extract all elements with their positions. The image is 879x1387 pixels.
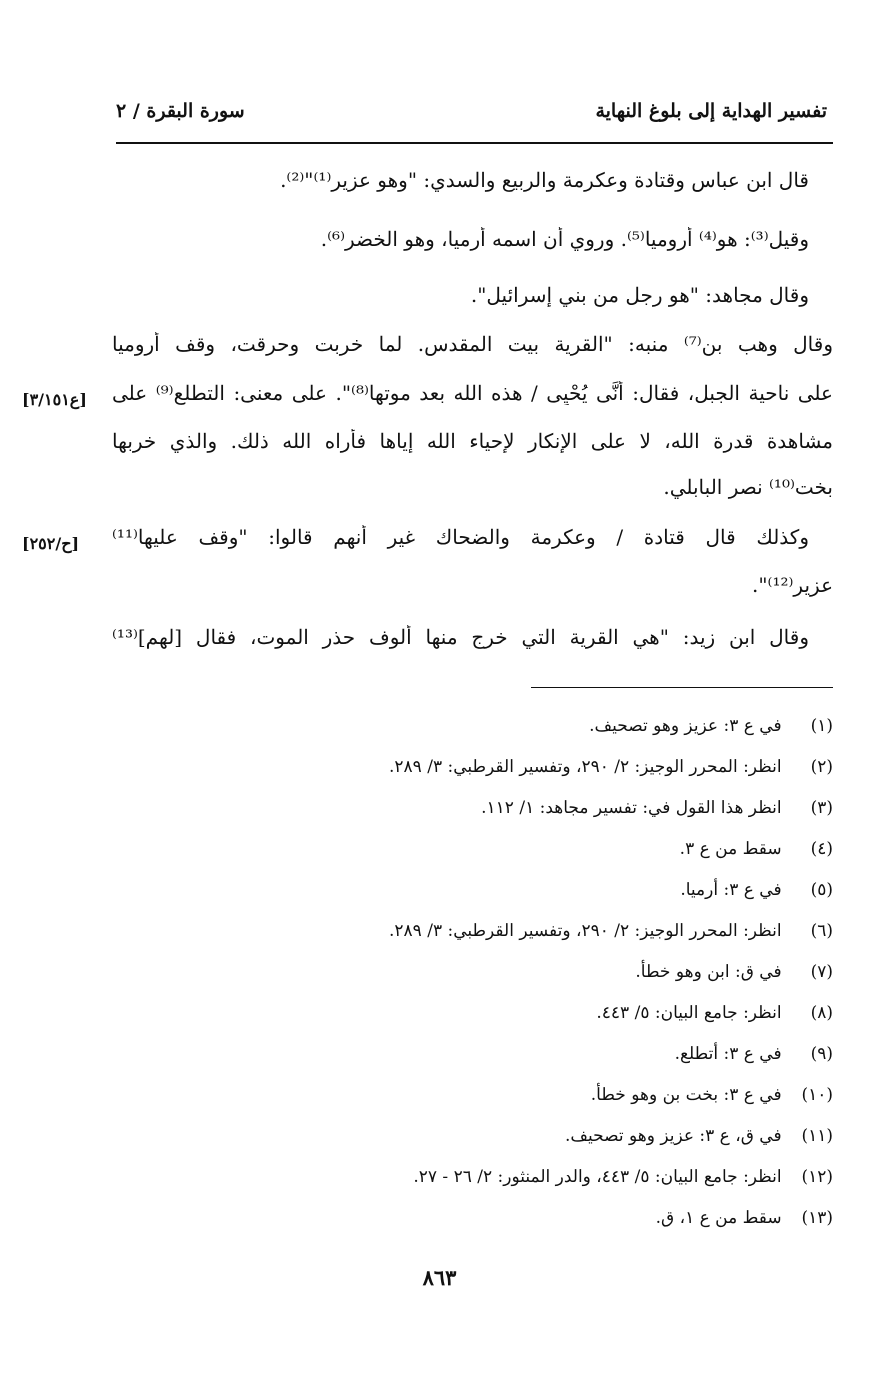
margin-note: [ع٣/١٥١] [22, 390, 87, 409]
surah-title: سورة البقرة / ٢ [116, 100, 245, 122]
footnote-text: انظر: المحرر الوجيز: ٢/ ٢٩٠، وتفسير القرطبي: ٣/ ٢٨٩. [389, 757, 782, 777]
footnote-number: (١٢) [801, 1167, 833, 1187]
footnote [113, 757, 833, 777]
footnote-text: في ق، ع ٣: عزيز وهو تصحيف. [565, 1126, 782, 1146]
footnote-text: في ق: ابن وهو خطأ. [635, 962, 782, 982]
page-number: ٨٦٣ [422, 1265, 457, 1290]
footnote-separator [531, 687, 833, 688]
footnote [113, 839, 833, 859]
footnote-number: (٤) [810, 839, 833, 859]
footnote-text: سقط من ع ١، ق. [655, 1208, 782, 1228]
footnote-text: انظر: جامع البيان: ٥/ ٤٤٣، والدر المنثور: ٢/ ٢٦ - ٢٧. [413, 1167, 782, 1187]
body-line: على ناحية الجبل، فقال: أَنَّى يُحْيِى / هذه الله بعد موتها⁽⁸⁾". على معنى: التطلع⁽⁹⁾ على [112, 381, 833, 405]
header-rule [116, 142, 833, 144]
footnote-text: في ع ٣: بخت بن وهو خطأ. [590, 1085, 782, 1105]
footnote-number: (٥) [810, 880, 833, 900]
body-line: مشاهدة قدرة الله، لا على الإنكار لإحياء الله إياها فأراه الله ذلك. والذي خربها [112, 429, 833, 453]
footnote-text: انظر: المحرر الوجيز: ٢/ ٢٩٠، وتفسير القرطبي: ٣/ ٢٨٩. [389, 921, 782, 941]
footnote-text: انظر هذا القول في: تفسير مجاهد: ١/ ١١٢. [481, 798, 782, 818]
footnote [113, 921, 833, 941]
footnote-number: (٣) [810, 798, 833, 818]
body-line: وقيل⁽³⁾: هو⁽⁴⁾ أروميا⁽⁵⁾. وروي أن اسمه أرميا، وهو الخضر⁽⁶⁾. [320, 227, 809, 251]
book-title: تفسير الهداية إلى بلوغ النهاية [595, 100, 827, 122]
footnote-number: (٦) [810, 921, 833, 941]
footnote-text: في ع ٣: أتطلع. [674, 1044, 782, 1064]
footnote-text: في ع ٣: أرميا. [680, 880, 782, 900]
body-line: وقال مجاهد: "هو رجل من بني إسرائيل". [470, 283, 809, 307]
footnote-number: (٧) [810, 962, 833, 982]
footnote [113, 1085, 833, 1105]
footnote [113, 1208, 833, 1228]
body-line: عزير⁽¹²⁾". [752, 573, 833, 597]
footnote [113, 1044, 833, 1064]
footnote-number: (١١) [801, 1126, 833, 1146]
footnote-number: (٩) [810, 1044, 833, 1064]
footnote [113, 962, 833, 982]
footnote [113, 1003, 833, 1023]
body-line: بخت⁽¹⁰⁾ نصر البابلي. [663, 475, 833, 499]
footnote-text: سقط من ع ٣. [679, 839, 782, 859]
body-line: قال ابن عباس وقتادة وعكرمة والربيع والسدي: "وهو عزير⁽¹⁾"⁽²⁾. [280, 168, 809, 192]
body-line: وكذلك قال قتادة / وعكرمة والضحاك غير أنهم قالوا: "وقف عليها⁽¹¹⁾ [112, 525, 809, 549]
footnote-number: (٨) [810, 1003, 833, 1023]
footnote-number: (١٠) [801, 1085, 833, 1105]
body-line: وقال ابن زيد: "هي القرية التي خرج منها ألوف حذر الموت، فقال [لهم]⁽¹³⁾ [112, 625, 809, 649]
footnote-number: (١٣) [801, 1208, 833, 1228]
footnote [113, 798, 833, 818]
footnote-number: (٢) [810, 757, 833, 777]
footnote [113, 880, 833, 900]
footnote [113, 1167, 833, 1187]
body-line: وقال وهب بن⁽⁷⁾ منبه: "القرية بيت المقدس. لما خربت وحرقت، وقف أروميا [112, 332, 833, 356]
footnote-number: (١) [810, 716, 833, 736]
footnote-text: انظر: جامع البيان: ٥/ ٤٤٣. [596, 1003, 782, 1023]
margin-note: [ح/٢٥٢] [22, 534, 80, 553]
footnote-text: في ع ٣: عزيز وهو تصحيف. [589, 716, 782, 736]
footnote [113, 1126, 833, 1146]
footnote [113, 716, 833, 736]
